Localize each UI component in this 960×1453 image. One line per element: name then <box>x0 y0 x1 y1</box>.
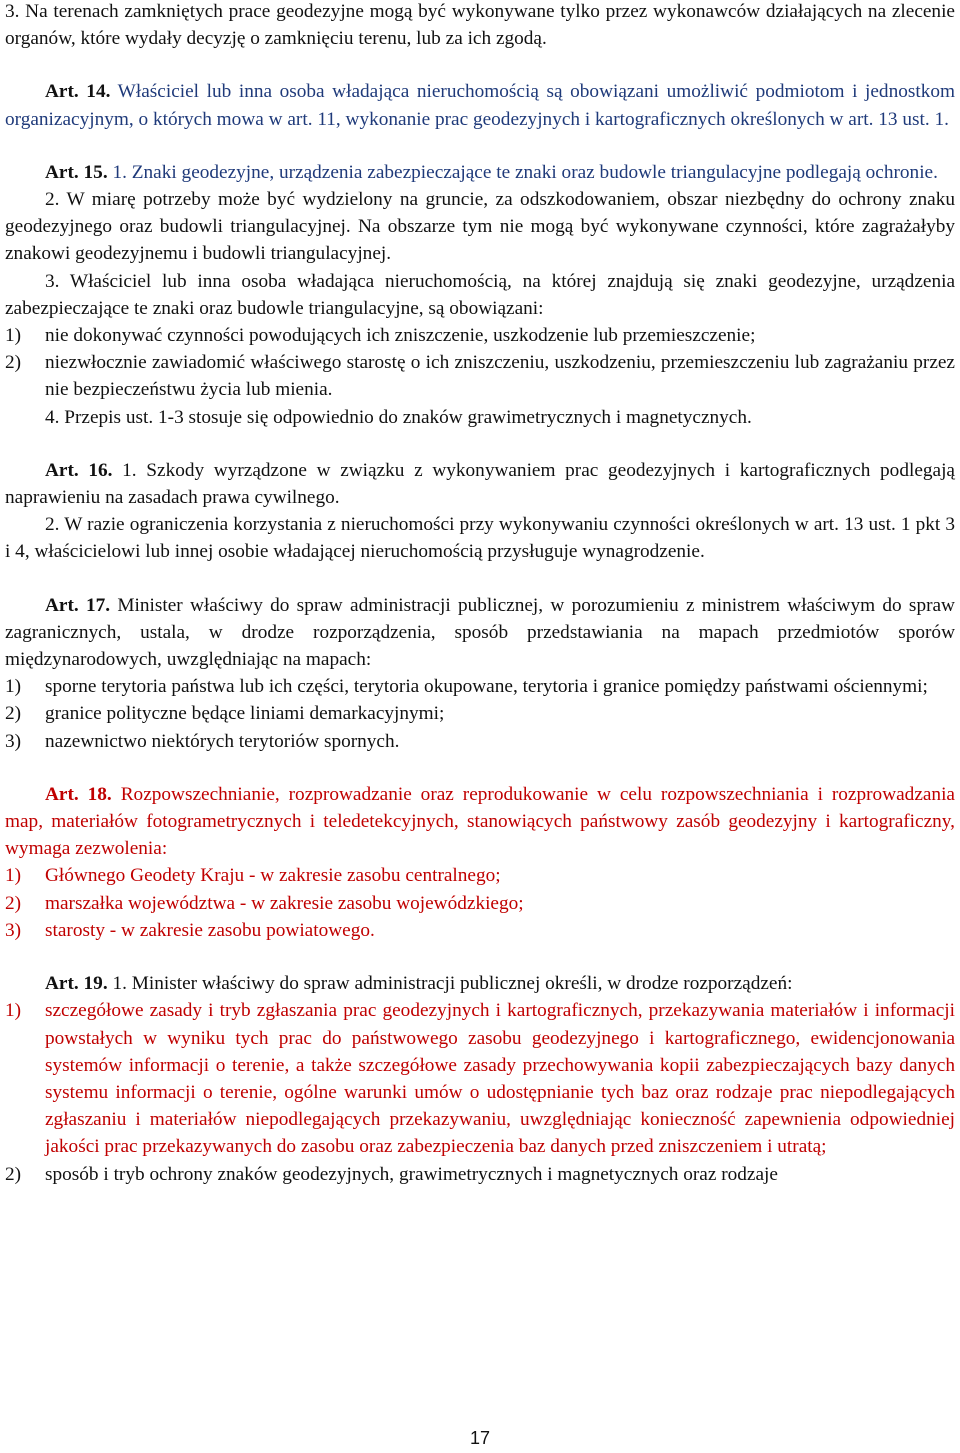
list-item-number: 3) <box>5 730 22 752</box>
list-item-text: nie dokonywać czynności powodujących ich zniszczenie, uszkodzenie lub przemieszczenie; <box>45 325 756 347</box>
art18-heading: Art. 18. <box>45 783 112 805</box>
art16-paragraph-1 <box>5 457 955 511</box>
list-item-number: 1) <box>5 865 22 887</box>
art18-intro <box>5 781 955 863</box>
list-item <box>5 700 955 727</box>
art17-heading: Art. 17. <box>45 594 111 616</box>
list-item <box>5 673 955 700</box>
art15-paragraph-1 <box>5 159 955 186</box>
art16-p1-text: 1. Szkody wyrządzone w związku z wykonywaniem prac geodezyjnych i kartograficznych podlegają naprawieniu na zasadach prawa cywilnego. <box>5 459 955 509</box>
document-page <box>5 0 955 1188</box>
list-item <box>5 349 955 403</box>
list-item-number: 1) <box>5 1000 22 1022</box>
list-item-text: sposób i tryb ochrony znaków geodezyjnych, grawimetrycznych i magnetycznych oraz rodzaje <box>45 1163 778 1185</box>
list-item <box>5 997 955 1160</box>
art15-paragraph-2: 2. W miarę potrzeby może być wydzielony na gruncie, za odszkodowaniem, obszar niezbędny do ochrony znaku geodezyjnego oraz budowli triangulacyjnej. Na obszarze tym nie mogą być wykonywane czynności, które zagrażałyby znakowi geodezyjnemu i budowli triangulacyjnej. <box>5 189 955 265</box>
list-item <box>5 322 955 349</box>
list-item-text: granice polityczne będące liniami demarkacyjnymi; <box>45 703 445 725</box>
art16-paragraph-2: 2. W razie ograniczenia korzystania z nieruchomości przy wykonywaniu czynności określonych w art. 13 ust. 1 pkt 3 i 4, właścicielowi lub innej osobie władającej nieruchomością przysługuje wynagrodzenie. <box>5 514 955 563</box>
list-item-text: marszałka województwa - w zakresie zasobu wojewódzkiego; <box>45 892 524 914</box>
list-item-number: 3) <box>5 919 22 941</box>
art14-text: Właściciel lub inna osoba władająca nieruchomością są obowiązani umożliwić podmiotom i jednostkom organizacyjnym, o których mowa w art. 11, wykonanie prac geodezyjnych i kartograficznych określonych w art. 13 ust. 1. <box>5 81 955 130</box>
art15-paragraph-4: 4. Przepis ust. 1-3 stosuje się odpowiednio do znaków grawimetrycznych i magnetycznych. <box>45 406 752 428</box>
art18-intro-text: Rozpowszechnianie, rozprowadzanie oraz reprodukowanie w celu rozpowszechniania i rozprowadzania map, materiałów fotogrametrycznych i teledetekcyjnych, stanowiących państwowy zasób geodezyjny i kartograficzny, wymaga zezwolenia: <box>5 783 955 860</box>
list-item-number: 1) <box>5 676 22 698</box>
list-item-number: 2) <box>5 1163 22 1185</box>
art19-heading: Art. 19. <box>45 973 108 995</box>
list-item-number: 2) <box>5 703 22 725</box>
art14-heading: Art. 14. <box>45 81 111 103</box>
page-number: 17 <box>469 1428 491 1448</box>
art19-intro <box>5 970 955 997</box>
art16-heading: Art. 16. <box>45 459 113 481</box>
list-item-text: nazewnictwo niektórych terytoriów spornych. <box>45 730 400 752</box>
art13-paragraph-3: 3. Na terenach zamkniętych prace geodezyjne mogą być wykonywane tylko przez wykonawców działających na zlecenie organów, które wydały decyzję o zamknięciu terenu, lub za ich zgodą. <box>5 1 955 50</box>
list-item-text: sporne terytoria państwa lub ich części, terytoria okupowane, terytoria i granice pomiędzy państwami ościennymi; <box>45 676 928 698</box>
list-item-text: starosty - w zakresie zasobu powiatowego. <box>45 919 375 941</box>
list-item-number: 1) <box>5 325 22 347</box>
art15-p1-text: 1. Znaki geodezyjne, urządzenia zabezpieczające te znaki oraz budowle triangulacyjne podlegają ochronie. <box>107 161 938 183</box>
list-item <box>5 862 955 889</box>
art15-paragraph-3: 3. Właściciel lub inna osoba władająca nieruchomością, na której znajdują się znaki geodezyjne, urządzenia zabezpieczające te znaki oraz budowle triangulacyjne, są obowiązani: <box>5 270 955 319</box>
list-item-text: Głównego Geodety Kraju - w zakresie zasobu centralnego; <box>45 865 501 887</box>
art19-intro-text: 1. Minister właściwy do spraw administracji publicznej określi, w drodze rozporządzeń: <box>107 973 793 995</box>
list-item-text: szczegółowe zasady i tryb zgłaszania prac geodezyjnych i kartograficznych, przekazywania materiałów i informacji powstałych w wyniku tych prac do państwowego zasobu geodezyjnego i kartograficznego, ewidencjonowania systemów informacji o terenie, a także szczegółowe zasady przechowywania kopii zabezpieczających bazy danych systemu informacji o terenie, ogólne warunki umów o udostępnianie tych baz oraz rodzaje prac niepodlegających zgłaszaniu i materiałów niepodlegających przekazywaniu, uwzględniając konieczność zapewnienia odpowiedniej jakości prac przekazywanych do zasobu oraz zabezpieczenia baz danych przed zniszczeniem i utratą; <box>45 1000 955 1158</box>
art17-intro <box>5 592 955 674</box>
list-item <box>5 1161 955 1188</box>
list-item <box>5 917 955 944</box>
list-item <box>5 890 955 917</box>
list-item <box>5 728 955 755</box>
art14-paragraph <box>5 78 955 132</box>
art15-heading: Art. 15. <box>45 161 108 183</box>
list-item-text: niezwłocznie zawiadomić właściwego starostę o ich zniszczeniu, uszkodzeniu, przemieszczeniu lub zagrażaniu przez nie bezpieczeństwu życia lub mienia. <box>45 352 955 401</box>
list-item-number: 2) <box>5 892 22 914</box>
art17-intro-text: Minister właściwy do spraw administracji publicznej, w porozumieniu z ministrem właściwym do spraw zagranicznych, ustala, w drodze rozporządzenia, sposób przedstawiania na mapach przedmiotów sporów międzynarodowych, uwzględniając na mapach: <box>5 594 955 671</box>
list-item-number: 2) <box>5 352 22 374</box>
